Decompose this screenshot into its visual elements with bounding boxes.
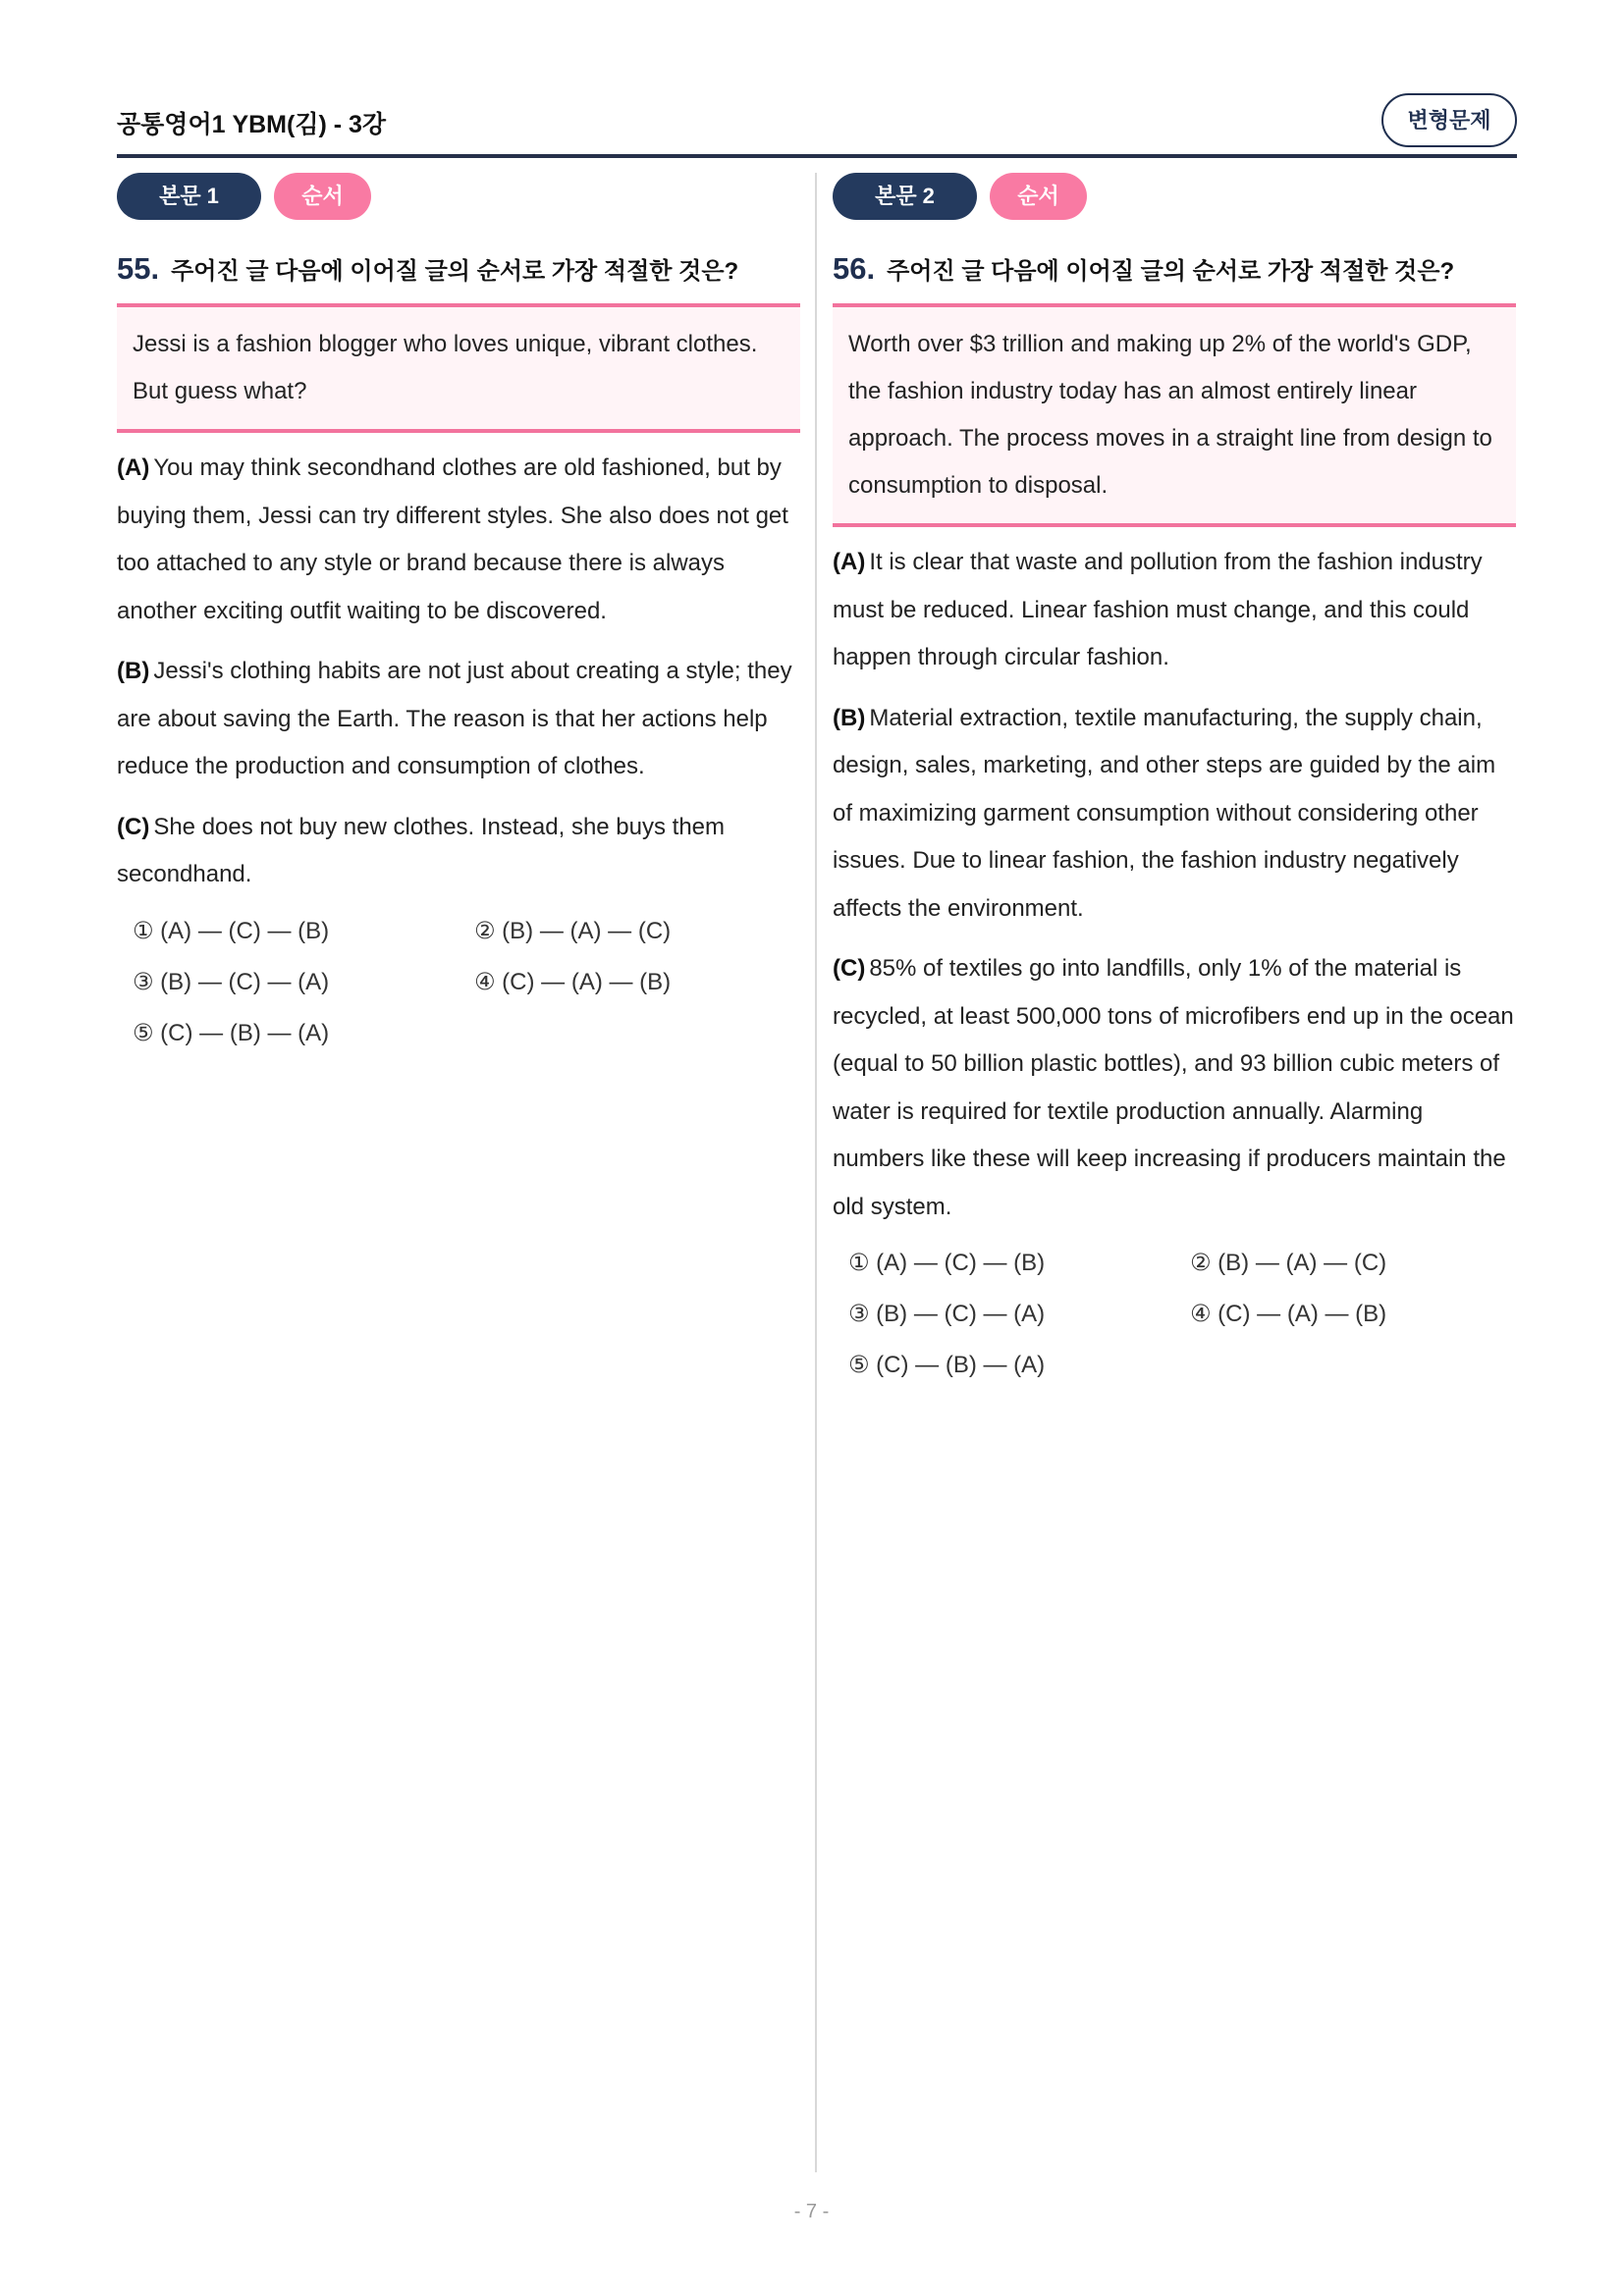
section-tag: 본문 2 (833, 173, 977, 220)
paragraph-mark: (C) (117, 813, 150, 840)
answer-option-1[interactable]: ① (A) — (C) — (B) (133, 917, 330, 944)
answer-options (833, 1249, 1516, 1406)
given-passage: Worth over $3 trillion and making up 2% of the world's GDP, the fashion industry today has an almost entirely linear approach. The process moves in a straight line from design to consumption to disposal. (833, 303, 1516, 527)
paragraph-b (117, 648, 800, 791)
header-title: 공통영어1 YBM(김) - 3강 (117, 111, 387, 138)
paragraph-text: It is clear that waste and pollution from the fashion industry must be reduced. Linear fashion must change, and this could happen through circular fashion. (833, 549, 1483, 670)
section-tag: 본문 1 (117, 173, 261, 220)
answer-option-1[interactable]: ① (A) — (C) — (B) (848, 1250, 1046, 1276)
type-tag: 순서 (990, 173, 1087, 220)
answer-option-3[interactable]: ③ (B) — (C) — (A) (133, 968, 330, 995)
question-tags (833, 173, 1516, 222)
question-number: 56. (833, 251, 876, 286)
column-divider (815, 173, 817, 2172)
paragraph-mark: (C) (833, 955, 866, 982)
paragraph-a (117, 445, 800, 635)
paragraph-a (833, 539, 1516, 682)
paragraph-text: 85% of textiles go into landfills, only 1% of the material is recycled, at least 500,000 tons of microfibers end up in the ocean (equal to 50 billion plastic bottles), and 93 billion cubic meters of water is required for textile production annually. Alarming numbers like these will keep increasing if producers maintain the old system. (833, 955, 1514, 1220)
page-header (117, 91, 1517, 158)
question-text: 주어진 글 다음에 이어질 글의 순서로 가장 적절한 것은? (887, 258, 1455, 285)
paragraph-b (833, 695, 1516, 934)
given-passage: Jessi is a fashion blogger who loves unique, vibrant clothes. But guess what? (117, 303, 800, 433)
answer-option-2[interactable]: ② (B) — (A) — (C) (474, 917, 672, 944)
paragraph-c (833, 945, 1516, 1231)
paragraph-mark: (B) (117, 658, 150, 684)
answer-option-4[interactable]: ④ (C) — (A) — (B) (1190, 1301, 1387, 1327)
header-badge: 변형문제 (1381, 93, 1517, 147)
answer-option-2[interactable]: ② (B) — (A) — (C) (1190, 1250, 1387, 1276)
paragraph-text: You may think secondhand clothes are old fashioned, but by buying them, Jessi can try different styles. She also does not get too attached to any style or brand because there is always another exciting outfit waiting to be discovered. (117, 454, 788, 624)
type-tag: 순서 (274, 173, 371, 220)
question-55 (117, 173, 800, 1074)
answer-option-3[interactable]: ③ (B) — (C) — (A) (848, 1301, 1046, 1327)
question-56 (833, 173, 1516, 1406)
question-title (833, 251, 1516, 294)
paragraph-mark: (A) (833, 549, 866, 575)
answer-options (117, 917, 800, 1074)
page-number: - 7 - (793, 2201, 830, 2222)
question-number: 55. (117, 251, 160, 286)
paragraph-c (117, 804, 800, 899)
question-tags (117, 173, 800, 222)
paragraph-text: Jessi's clothing habits are not just about creating a style; they are about saving the Earth. The reason is that her actions help reduce the production and consumption of clothes. (117, 658, 792, 779)
paragraph-mark: (A) (117, 454, 150, 481)
answer-option-4[interactable]: ④ (C) — (A) — (B) (474, 968, 672, 995)
answer-option-5[interactable]: ⑤ (C) — (B) — (A) (848, 1352, 1046, 1378)
paragraph-text: She does not buy new clothes. Instead, she buys them secondhand. (117, 813, 726, 887)
paragraph-mark: (B) (833, 704, 866, 731)
question-title (117, 251, 800, 294)
paragraph-text: Material extraction, textile manufacturing, the supply chain, design, sales, marketing, and other steps are guided by the aim of maximizing garment consumption without considering other issues. Due to linear fashion, the fashion industry negatively affects the environment. (833, 704, 1496, 922)
answer-option-5[interactable]: ⑤ (C) — (B) — (A) (133, 1019, 330, 1046)
question-text: 주어진 글 다음에 이어질 글의 순서로 가장 적절한 것은? (171, 258, 739, 285)
